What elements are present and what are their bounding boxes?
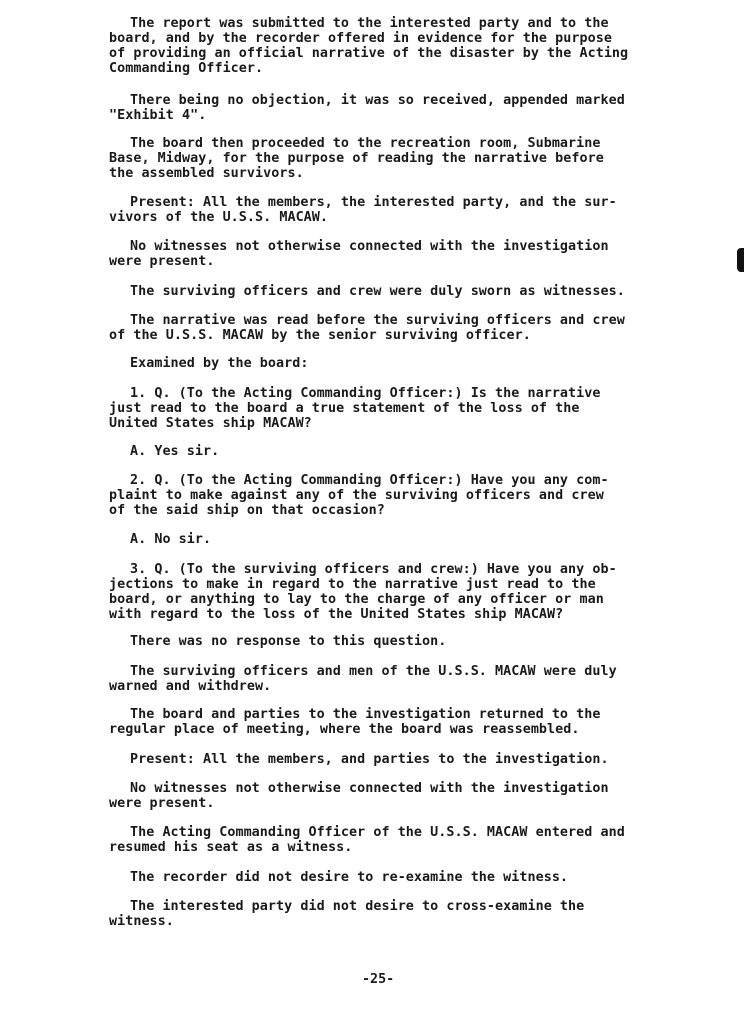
text-line: A. Yes sir. (130, 444, 220, 459)
text-line: United States ship MACAW? (109, 416, 312, 431)
text-line: plaint to make against any of the surviving officers and crew (109, 488, 604, 503)
text-line: were present. (109, 796, 215, 811)
text-line: 2. Q. (To the Acting Commanding Officer:) Have you any com- (130, 473, 609, 488)
text-line: Base, Midway, for the purpose of reading the narrative before (109, 151, 604, 166)
text-line: The board then proceeded to the recreation room, Submarine (130, 136, 601, 151)
text-line: There being no objection, it was so received, appended marked (130, 93, 625, 108)
text-line: "Exhibit 4". (109, 108, 207, 123)
text-line: The interested party did not desire to cross-examine the (130, 899, 585, 914)
text-line: A. No sir. (130, 532, 212, 547)
text-line: There was no response to this question. (130, 634, 447, 649)
text-line: of providing an official narrative of the disaster by the Acting (109, 46, 629, 61)
text-line: 3. Q. (To the surviving officers and crew:) Have you any ob- (130, 562, 617, 577)
text-line: were present. (109, 254, 215, 269)
page-number: -25- (362, 972, 395, 987)
text-line: The report was submitted to the interested party and to the (130, 16, 609, 31)
text-line: board, and by the recorder offered in evidence for the purpose (109, 31, 612, 46)
text-line: The surviving officers and men of the U.S.S. MACAW were duly (130, 664, 617, 679)
text-line: The narrative was read before the surviving officers and crew (130, 313, 625, 328)
text-line: board, or anything to lay to the charge of any officer or man (109, 592, 604, 607)
text-line: The surviving officers and crew were duly sworn as witnesses. (130, 284, 625, 299)
text-line: resumed his seat as a witness. (109, 840, 353, 855)
text-line: witness. (109, 914, 174, 929)
text-line: warned and withdrew. (109, 679, 272, 694)
text-line: jections to make in regard to the narrative just read to the (109, 577, 596, 592)
scan-edge-mark (737, 248, 744, 272)
text-line: 1. Q. (To the Acting Commanding Officer:) Is the narrative (130, 386, 601, 401)
text-line: Examined by the board: (130, 356, 309, 371)
text-line: No witnesses not otherwise connected with the investigation (130, 239, 609, 254)
text-line: regular place of meeting, where the board was reassembled. (109, 722, 580, 737)
text-line: Present: All the members, the interested party, and the sur- (130, 195, 617, 210)
text-line: Present: All the members, and parties to the investigation. (130, 752, 609, 767)
text-line: The board and parties to the investigation returned to the (130, 707, 601, 722)
text-line: Commanding Officer. (109, 61, 264, 76)
text-line: of the U.S.S. MACAW by the senior surviving officer. (109, 328, 531, 343)
text-line: The Acting Commanding Officer of the U.S.S. MACAW entered and (130, 825, 625, 840)
text-line: The recorder did not desire to re-examine the witness. (130, 870, 569, 885)
text-line: the assembled survivors. (109, 166, 304, 181)
text-line: with regard to the loss of the United States ship MACAW? (109, 607, 564, 622)
text-line: No witnesses not otherwise connected with the investigation (130, 781, 609, 796)
text-line: of the said ship on that occasion? (109, 503, 385, 518)
text-line: vivors of the U.S.S. MACAW. (109, 210, 329, 225)
text-line: just read to the board a true statement of the loss of the (109, 401, 580, 416)
